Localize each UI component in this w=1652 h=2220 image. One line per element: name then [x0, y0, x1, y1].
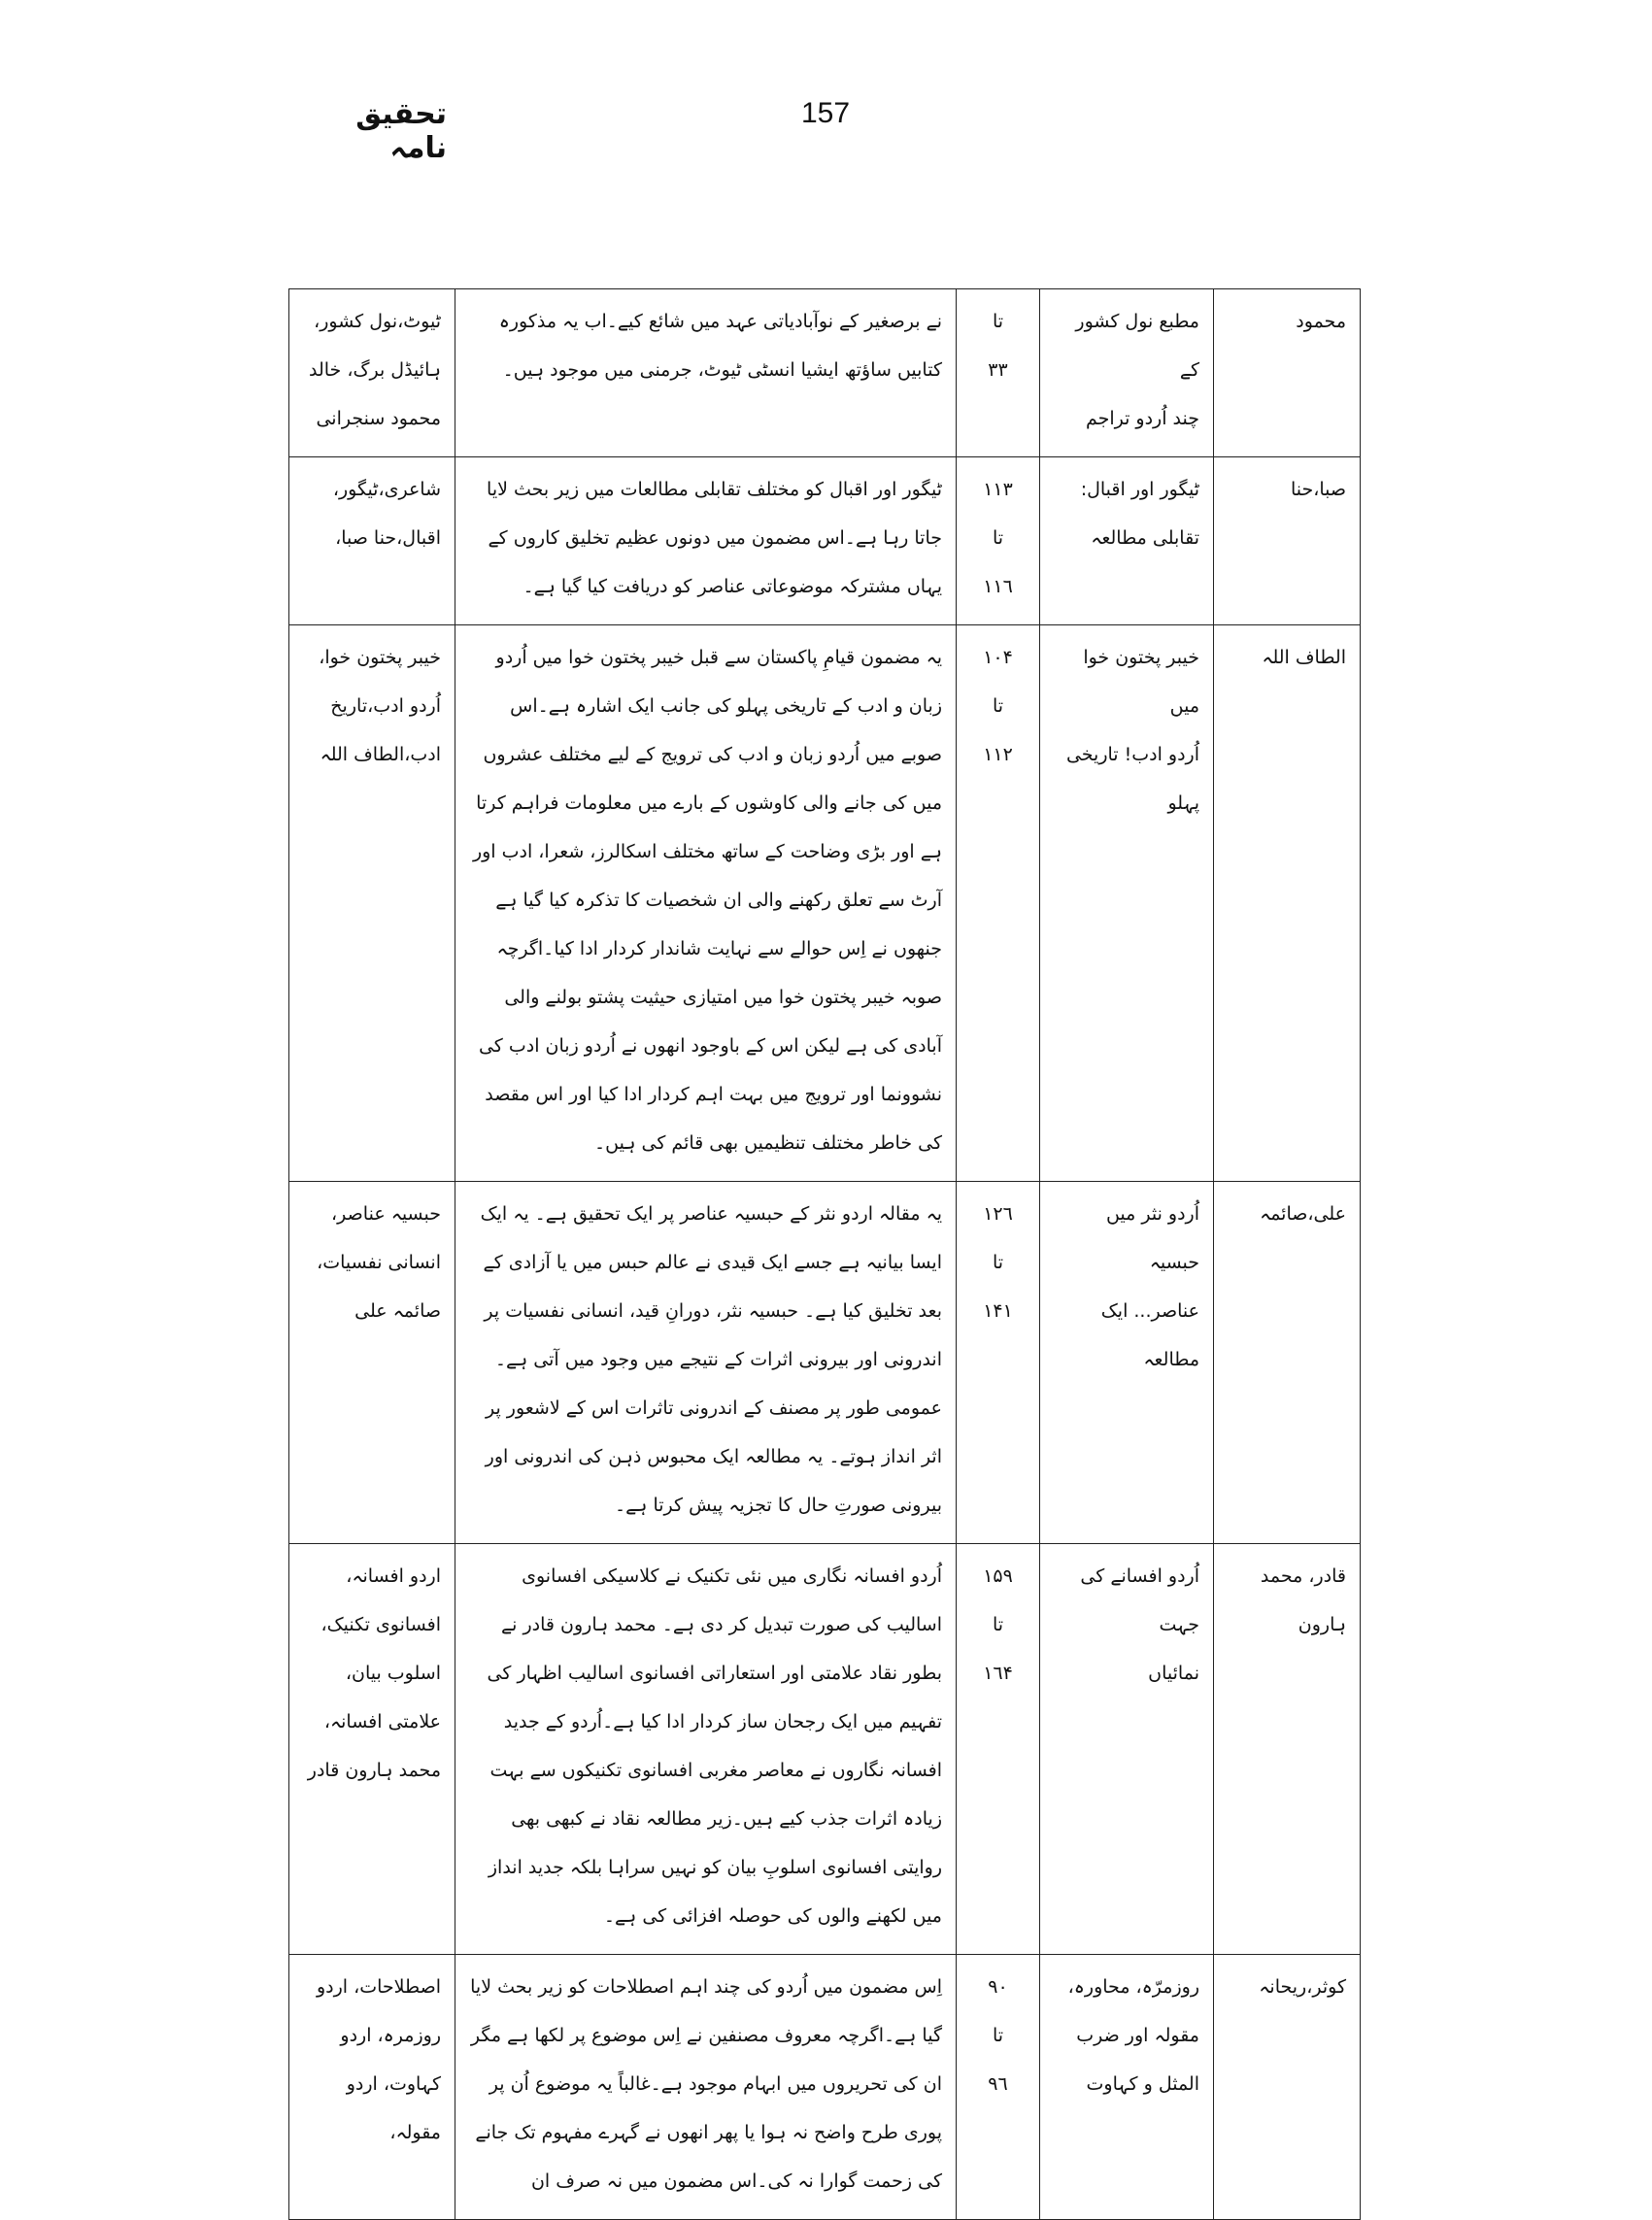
author-cell: محمود [1214, 289, 1361, 457]
title-cell [1040, 1955, 1214, 2220]
page-range-part: ۱۱۲ [983, 744, 1013, 765]
abstract-cell: اُردو افسانہ نگاری میں نئی تکنیک نے کلاسیکی افسانوی اسالیب کی صورت تبدیل کر دی ہے۔ محمد ہارون قادر نے بطور نقاد علامتی اور استعاراتی افسانوی اسالیب اظہار کی تفہیم میں ایک رجحان ساز کردار ادا کیا ہے۔اُردو کے جدید افسانہ نگاروں نے معاصر مغربی افسانوی تکنیکوں سے بہت زیادہ اثرات جذب کیے ہیں۔زیر مطالعہ نقاد نے کبھی بھی روایتی افسانوی اسلوبِ بیان کو نہیں سراہا بلکہ جدید انداز میں لکھنے والوں کی حوصلہ افزائی کی ہے۔ [455, 1544, 957, 1955]
abstract-cell: یہ مضمون قیامِ پاکستان سے قبل خیبر پختون خوا میں اُردو زبان و ادب کے تاریخی پہلو کی جانب ایک اشارہ ہے۔اس صوبے میں اُردو زبان و ادب کی ترویج کے لیے مختلف عشروں میں کی جانے والی کاوشوں کے بارے میں معلومات فراہم کرتا ہے اور بڑی وضاحت کے ساتھ مختلف اسکالرز، شعرا، ادب اور آرٹ سے تعلق رکھنے والی ان شخصیات کا تذکرہ کیا گیا ہے جنھوں نے اِس حوالے سے نہایت شاندار کردار ادا کیا۔اگرچہ صوبہ خیبر پختون خوا میں امتیازی حیثیت پشتو بولنے والی آبادی کی ہے لیکن اس کے باوجود انھوں نے اُردو زبان ادب کی نشوونما اور ترویج میں بہت اہم کردار ادا کیا اور اس مقصد کی خاطر مختلف تنظیمیں بھی قائم کی ہیں۔ [455, 625, 957, 1182]
journal-title: تحقیق نامہ [355, 97, 447, 165]
title-line: عناصر... ایک مطالعہ [1100, 1300, 1199, 1370]
abstract-cell: یہ مقالہ اردو نثر کے حبسیہ عناصر پر ایک تحقیق ہے۔ یہ ایک ایسا بیانیہ ہے جسے ایک قیدی نے عالم حبس میں یا آزادی کے بعد تخلیق کیا ہے۔ حبسیہ نثر، دورانِ قید، انسانی نفسیات پر اندرونی اور بیرونی اثرات کے نتیجے میں وجود میں آتی ہے۔ عمومی طور پر مصنف کے اندرونی تاثرات اس کے لاشعور پر اثر انداز ہوتے۔ یہ مطالعہ ایک محبوس ذہن کی اندرونی اور بیرونی صورتِ حال کا تجزیہ پیش کرتا ہے۔ [455, 1182, 957, 1544]
title-line: اُردو نثر میں حبسیہ [1105, 1203, 1199, 1273]
title-cell [1040, 1182, 1214, 1544]
title-line: ٹیگور اور اقبال: [1080, 479, 1199, 500]
keywords-cell: حبسیہ عناصر، انسانی نفسیات، صائمہ علی [289, 1182, 455, 1544]
page-range-part: تا [992, 2025, 1004, 2046]
page-number: 157 [800, 97, 851, 129]
title-cell [1040, 1544, 1214, 1955]
table-row [289, 289, 1361, 457]
keywords-cell: خیبر پختون خوا، اُردو ادب،تاریخ ادب،الطاف اللہ [289, 625, 455, 1182]
pages-cell [957, 289, 1040, 457]
pages-cell [957, 1182, 1040, 1544]
pages-cell [957, 457, 1040, 625]
author-cell: قادر، محمد ہارون [1214, 1544, 1361, 1955]
keywords-cell: شاعری،ٹیگور، اقبال،حنا صبا، [289, 457, 455, 625]
table-row [289, 625, 1361, 1182]
title-cell [1040, 289, 1214, 457]
author-cell: کوثر،ریحانہ [1214, 1955, 1361, 2220]
abstract-cell: ٹیگور اور اقبال کو مختلف تقابلی مطالعات میں زیر بحث لایا جاتا رہا ہے۔اس مضمون میں دونوں عظیم تخلیق کاروں کے یہاں مشترکہ موضوعاتی عناصر کو دریافت کیا گیا ہے۔ [455, 457, 957, 625]
page-range-part: ۱۵۹ [983, 1565, 1013, 1587]
pages-cell [957, 625, 1040, 1182]
author-cell: صبا،حنا [1214, 457, 1361, 625]
pages-cell [957, 1955, 1040, 2220]
table-row [289, 1182, 1361, 1544]
table-row [289, 457, 1361, 625]
page-range-part: تا [992, 527, 1004, 549]
title-line: خیبر پختون خوا میں [1083, 647, 1199, 717]
page-range-part: ۱۱٦ [983, 576, 1013, 597]
title-cell [1040, 625, 1214, 1182]
author-cell: الطاف اللہ [1214, 625, 1361, 1182]
abstract-cell: اِس مضمون میں اُردو کی چند اہم اصطلاحات کو زیر بحث لایا گیا ہے۔اگرچہ معروف مصنفین نے اِس موضوع پر لکھا ہے مگر ان کی تحریروں میں ابہام موجود ہے۔غالباً یہ موضوع اُن پر پوری طرح واضح نہ ہوا یا پھر انھوں نے گہرے مفہوم تک جانے کی زحمت گوارا نہ کی۔اس مضمون میں نہ صرف ان [455, 1955, 957, 2220]
keywords-cell: اردو افسانہ، افسانوی تکنیک، اسلوب بیان، علامتی افسانہ، محمد ہارون قادر [289, 1544, 455, 1955]
page-range-part: ۹٦ [988, 2073, 1008, 2095]
page-range-part: تا [992, 311, 1004, 332]
title-line: روزمرّہ، محاورہ، [1067, 1976, 1199, 1998]
abstract-cell: نے برصغیر کے نوآبادیاتی عہد میں شائع کیے۔اب یہ مذکورہ کتابیں ساؤتھ ایشیا انسٹی ٹیوٹ، جرمنی میں موجود ہیں۔ [455, 289, 957, 457]
title-line: مطبع نول کشور کے [1075, 311, 1199, 381]
title-line: چند اُردو تراجم [1085, 408, 1199, 429]
page-range-part: تا [992, 695, 1004, 717]
title-line: المثل و کہاوت [1086, 2073, 1199, 2095]
title-line: اُردو افسانے کی جہت [1080, 1565, 1199, 1635]
page-range-part: ۱۴۱ [983, 1300, 1013, 1322]
page-range-part: تا [992, 1252, 1004, 1273]
title-line: تقابلی مطالعہ [1091, 527, 1199, 549]
title-line: نمائیاں [1148, 1663, 1199, 1684]
keywords-cell: ٹیوٹ،نول کشور، ہائیڈل برگ، خالد محمود سنجرانی [289, 289, 455, 457]
bibliography-table [288, 288, 1361, 2220]
page-range-part: ۱۰۴ [983, 647, 1013, 668]
page-range-part: ۱۱۳ [983, 479, 1013, 500]
pages-cell [957, 1544, 1040, 1955]
table-row [289, 1955, 1361, 2220]
page-range-part: تا [992, 1614, 1004, 1635]
keywords-cell: اصطلاحات، اردو روزمرہ، اردو کہاوت، اردو مقولہ، [289, 1955, 455, 2220]
page-range-part: ۳۳ [988, 359, 1008, 381]
page-range-part: ۱٦۴ [983, 1663, 1013, 1684]
title-cell [1040, 457, 1214, 625]
page-range-part: ۹۰ [988, 1976, 1008, 1998]
page-range-part: ۱۲٦ [983, 1203, 1013, 1225]
title-line: اُردو ادب! تاریخی [1065, 744, 1199, 765]
author-cell: علی،صائمہ [1214, 1182, 1361, 1544]
title-line: مقولہ اور ضرب [1076, 2025, 1199, 2046]
title-line: پہلو [1167, 792, 1199, 814]
table-row [289, 1544, 1361, 1955]
